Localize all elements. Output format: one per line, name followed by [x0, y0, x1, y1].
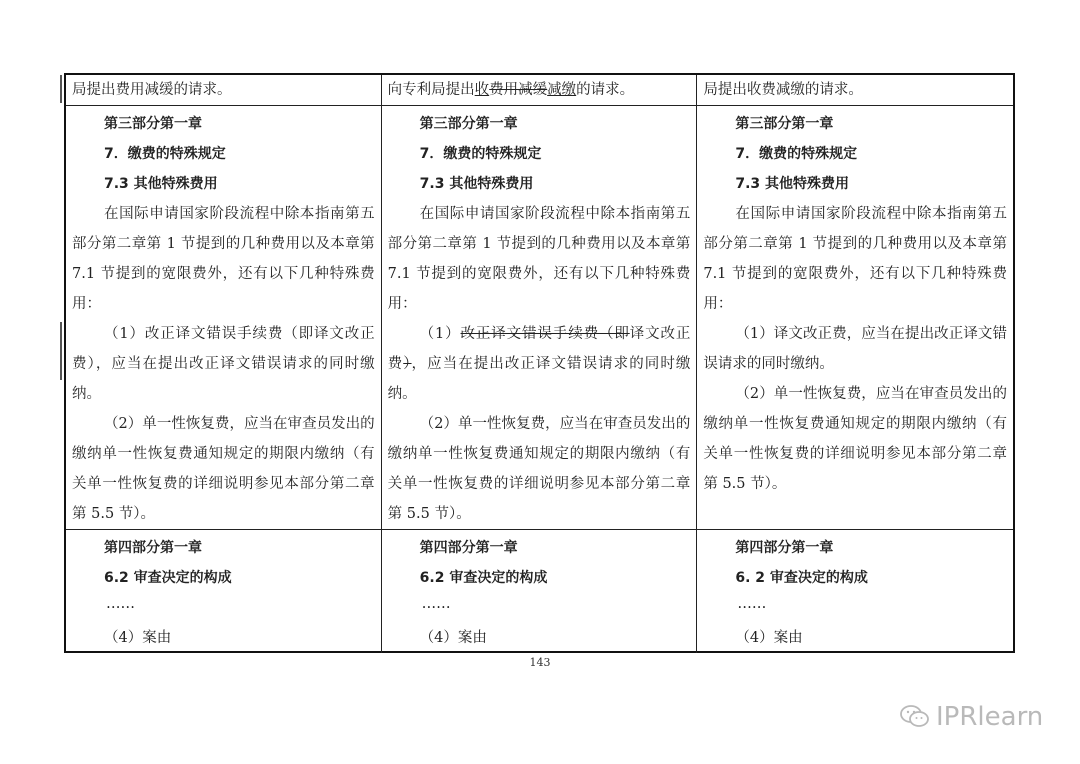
table-cell [382, 75, 698, 105]
section-heading: 6.2 审查决定的构成 [419, 570, 548, 586]
ellipsis: …… [106, 596, 135, 612]
section-heading: 第三部分第一章 [735, 116, 834, 132]
table-cell [382, 106, 698, 529]
paragraph: 在国际申请国家阶段流程中除本指南第五部分第二章第 1 节提到的几种费用以及本章第 7.1 节提到的宽限费外，还有以下几种特殊费用： [703, 206, 1007, 312]
inserted-text: 减缴 [547, 82, 577, 98]
paragraph [388, 319, 691, 409]
deleted-text: 费用减缓 [489, 82, 548, 98]
page-number: 143 [529, 656, 551, 669]
section-heading: 7．缴费的特殊规定 [419, 146, 542, 162]
paragraph: 在国际申请国家阶段流程中除本指南第五部分第二章第 1 节提到的几种费用以及本章第 7.1 节提到的宽限费外，还有以下几种特殊费用： [72, 206, 375, 312]
wechat-icon [900, 704, 930, 730]
paragraph: （1）改正译文错误手续费（即译文改正费），应当在提出改正译文错误请求的同时缴纳。 [72, 326, 375, 402]
paragraph: （2）单一性恢复费，应当在审查员发出的缴纳单一性恢复费通知规定的期限内缴纳（有关单一性恢复费的详细说明参见本部分第二章第 5.5 节）。 [387, 416, 691, 522]
cell-text: 局提出收费减缴的请求。 [703, 82, 863, 98]
section-heading: 第三部分第一章 [104, 116, 202, 132]
paragraph: （4）案由 [735, 630, 803, 646]
table-cell [697, 106, 1013, 529]
table-cell [66, 530, 382, 653]
table-row [66, 75, 1013, 106]
section-heading: 第四部分第一章 [104, 540, 202, 556]
cell-text: 向专利局提出 [387, 82, 475, 98]
revision-bar-mid [60, 322, 62, 380]
section-heading: 7．缴费的特殊规定 [104, 146, 226, 162]
paragraph: （4）案由 [419, 630, 487, 646]
paragraph: （2）单一性恢复费，应当在审查员发出的缴纳单一性恢复费通知规定的期限内缴纳（有关单一性恢复费的详细说明参见本部分第二章第 5.5 节）。 [703, 386, 1007, 492]
ellipsis: …… [737, 596, 767, 612]
deleted-text: ） [403, 356, 412, 372]
table-cell [66, 106, 382, 529]
section-heading: 6. 2 审查决定的构成 [735, 570, 868, 586]
paragraph: （4）案由 [104, 630, 172, 646]
ellipsis: …… [421, 596, 451, 612]
table-cell [66, 75, 382, 105]
table-row [66, 106, 1013, 530]
table-row [66, 530, 1013, 653]
comparison-table [64, 73, 1015, 653]
cell-text: 局提出费用减缓的请求。 [72, 82, 232, 98]
section-heading: 第四部分第一章 [419, 540, 518, 556]
section-heading: 第三部分第一章 [419, 116, 518, 132]
section-heading: 第四部分第一章 [735, 540, 834, 556]
paragraph: （2）单一性恢复费，应当在审查员发出的缴纳单一性恢复费通知规定的期限内缴纳（有关单一性恢复费的详细说明参见本部分第二章第 5.5 节）。 [72, 416, 375, 522]
section-heading: 7.3 其他特殊费用 [104, 176, 218, 192]
section-heading: 7.3 其他特殊费用 [419, 176, 534, 192]
table-cell [697, 530, 1013, 653]
paragraph: 在国际申请国家阶段流程中除本指南第五部分第二章第 1 节提到的几种费用以及本章第 7.1 节提到的宽限费外，还有以下几种特殊费用： [387, 206, 691, 312]
section-heading: 7.3 其他特殊费用 [735, 176, 850, 192]
watermark-text: IPRlearn [936, 702, 1044, 732]
paragraph: （1）译文改正费，应当在提出改正译文错误请求的同时缴纳。 [703, 326, 1007, 372]
revision-bar-top [60, 75, 62, 103]
paragraph-text: 译文改正费 [387, 326, 691, 372]
table-cell [697, 75, 1013, 105]
paragraph-text: （1） [419, 326, 461, 342]
paragraph-text: ，应当在提出改正译文错误请求的同时缴纳。 [387, 356, 691, 402]
cell-text: 的请求。 [576, 82, 635, 98]
table-cell [382, 530, 698, 653]
section-heading: 6.2 审查决定的构成 [104, 570, 232, 586]
watermark [900, 702, 1043, 732]
section-heading: 7．缴费的特殊规定 [735, 146, 858, 162]
deleted-text: 改正译文错误手续费（即 [460, 326, 630, 342]
inserted-text: 收 [474, 82, 490, 98]
